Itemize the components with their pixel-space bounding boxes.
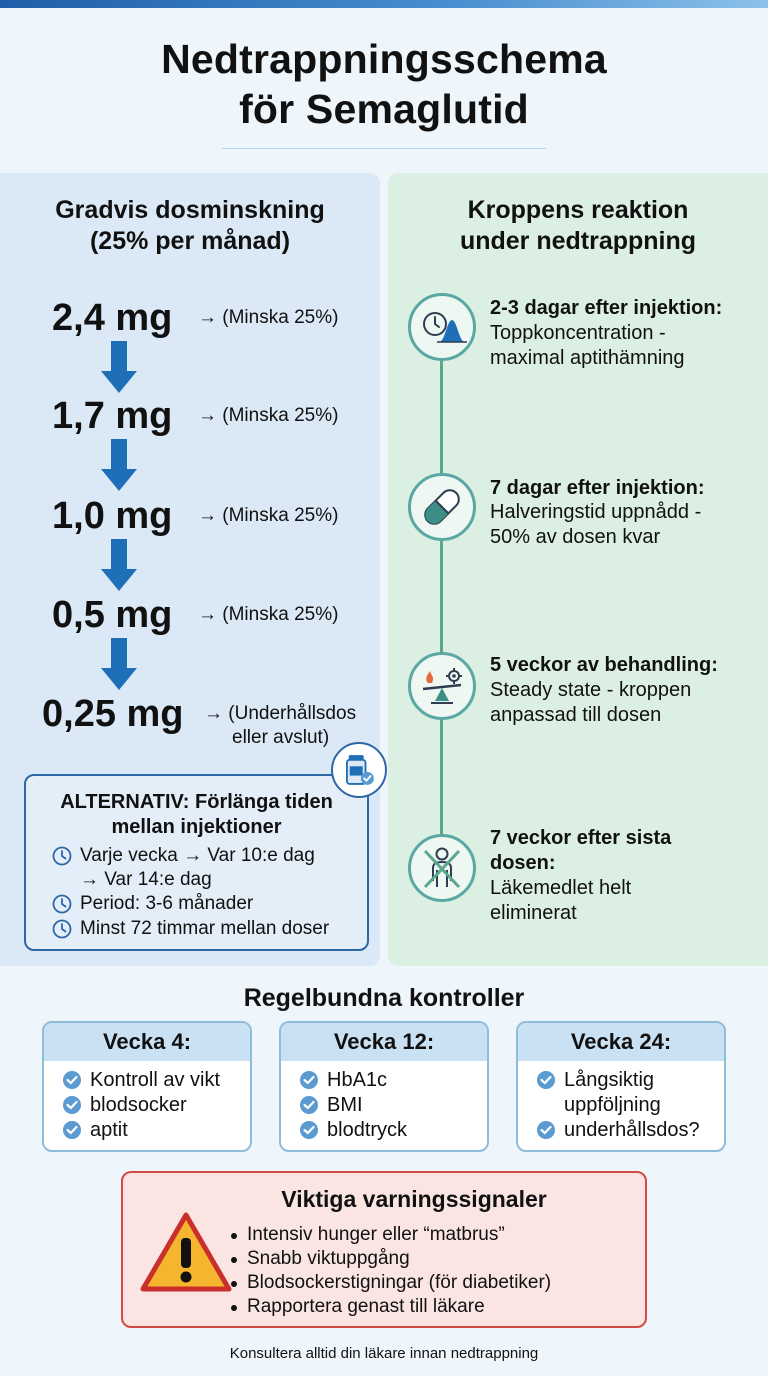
clock-icon bbox=[52, 894, 72, 914]
body-reaction-heading-line2: under nedtrappning bbox=[459, 227, 697, 255]
alternative-item: Varje vecka → Var 10:e dag bbox=[80, 845, 315, 866]
dose-value: 0,25 mg bbox=[42, 693, 184, 735]
checkup-card-title: Vecka 4: bbox=[44, 1023, 250, 1061]
check-circle-icon bbox=[299, 1070, 319, 1090]
timeline-step-text: anpassad till dosen bbox=[490, 704, 662, 726]
dose-reduction-heading-line2: (25% per månad) bbox=[89, 227, 291, 255]
timeline-step-title: 5 veckor av behandling: bbox=[490, 654, 718, 676]
bullet bbox=[231, 1257, 237, 1263]
timeline-step-text: Steady state - kroppen bbox=[490, 679, 692, 701]
bullet bbox=[231, 1305, 237, 1311]
timeline-step-text: maximal aptithämning bbox=[490, 347, 685, 369]
checkup-card bbox=[516, 1021, 726, 1152]
checkup-card bbox=[279, 1021, 489, 1152]
dose-reduction-heading-line1: Gradvis dosminskning bbox=[55, 196, 325, 224]
check-circle-icon bbox=[299, 1120, 319, 1140]
timeline-step-title: 2-3 dagar efter injektion: bbox=[490, 297, 723, 319]
page-title bbox=[0, 34, 768, 134]
dose-reduction-heading bbox=[0, 195, 380, 257]
alternative-title-line1: ALTERNATIV: Förlänga tiden bbox=[60, 791, 333, 813]
warning-box bbox=[121, 1171, 647, 1328]
dose-note: → (Minska 25%) bbox=[198, 405, 339, 426]
warning-item: Rapportera genast till läkare bbox=[247, 1296, 485, 1317]
dose-step bbox=[0, 689, 380, 748]
checkups-heading: Regelbundna kontroller bbox=[243, 984, 525, 1012]
warning-item: Blodsockerstigningar (för diabetiker) bbox=[247, 1272, 552, 1293]
timeline-line bbox=[440, 353, 443, 863]
vial-icon bbox=[331, 742, 387, 798]
alternative-item: Period: 3-6 månader bbox=[80, 893, 254, 914]
clock-icon bbox=[52, 919, 72, 939]
body-reaction-heading-line1: Kroppens reaktion bbox=[467, 196, 689, 224]
dose-note: → (Underhållsdos bbox=[204, 703, 357, 724]
dose-note-continued: eller avslut) bbox=[232, 727, 330, 748]
body-reaction-heading bbox=[388, 195, 768, 257]
timeline-step-title-continued: dosen: bbox=[490, 852, 556, 874]
dose-value: 1,7 mg bbox=[52, 395, 173, 437]
clock-peak-icon bbox=[408, 293, 476, 361]
timeline-step-text: 50% av dosen kvar bbox=[490, 526, 661, 548]
dose-value: 0,5 mg bbox=[52, 594, 173, 636]
check-circle-icon bbox=[536, 1070, 556, 1090]
checkup-item: aptit bbox=[90, 1119, 128, 1141]
alternative-title-line2: mellan injektioner bbox=[111, 816, 282, 838]
checkup-item: Långsiktig bbox=[564, 1069, 655, 1091]
dose-value: 2,4 mg bbox=[52, 297, 173, 339]
warning-item: Snabb viktuppgång bbox=[247, 1248, 410, 1269]
timeline-step-text: Läkemedlet helt bbox=[490, 877, 632, 899]
check-circle-icon bbox=[536, 1120, 556, 1140]
dose-note: → (Minska 25%) bbox=[198, 307, 339, 328]
bullet bbox=[231, 1281, 237, 1287]
page-title-line1: Nedtrappningsschema bbox=[161, 36, 607, 82]
check-circle-icon bbox=[62, 1120, 82, 1140]
alternative-item: Minst 72 timmar mellan doser bbox=[80, 918, 330, 939]
checkup-card-title: Vecka 24: bbox=[518, 1023, 724, 1061]
timeline-step-text: Toppkoncentration - bbox=[490, 322, 666, 344]
dose-step bbox=[0, 590, 380, 640]
checkup-item: underhållsdos? bbox=[564, 1119, 700, 1141]
warning-title: Viktiga varningssignaler bbox=[281, 1186, 547, 1212]
timeline-step-title: 7 dagar efter injektion: bbox=[490, 477, 705, 499]
check-circle-icon bbox=[62, 1095, 82, 1115]
checkup-item: blodtryck bbox=[327, 1119, 408, 1141]
dose-step bbox=[0, 391, 380, 441]
footer-note: Konsultera alltid din läkare innan nedtrappning bbox=[229, 1345, 539, 1362]
checkup-item-continued: uppföljning bbox=[564, 1094, 661, 1116]
checkup-item: Kontroll av vikt bbox=[90, 1069, 221, 1091]
alternative-item-continued: → Var 14:e dag bbox=[80, 869, 212, 890]
checkup-item: BMI bbox=[327, 1094, 363, 1116]
dose-step bbox=[0, 491, 380, 541]
clock-icon bbox=[52, 846, 72, 866]
body-reaction-panel bbox=[388, 173, 768, 966]
checkup-item: HbA1c bbox=[327, 1069, 388, 1091]
arrow-down-icon bbox=[101, 341, 137, 393]
dose-value: 1,0 mg bbox=[52, 495, 173, 537]
dose-step bbox=[0, 293, 380, 343]
checkup-card bbox=[42, 1021, 252, 1152]
checkup-card-title: Vecka 12: bbox=[281, 1023, 487, 1061]
dose-note: → (Minska 25%) bbox=[198, 604, 339, 625]
warning-triangle-icon bbox=[140, 1211, 232, 1293]
alternative-title bbox=[26, 790, 367, 840]
capsule-icon bbox=[408, 473, 476, 541]
alternative-box bbox=[24, 774, 369, 951]
timeline-step-text: Halveringstid uppnådd - bbox=[490, 501, 702, 523]
arrow-down-icon bbox=[101, 539, 137, 591]
check-circle-icon bbox=[299, 1095, 319, 1115]
page-title-line2: för Semaglutid bbox=[239, 86, 529, 132]
arrow-down-icon bbox=[101, 439, 137, 491]
dose-note: → (Minska 25%) bbox=[198, 505, 339, 526]
bullet bbox=[231, 1233, 237, 1239]
warning-item: Intensiv hunger eller “matbrus” bbox=[247, 1224, 505, 1245]
top-accent-bar bbox=[0, 0, 768, 8]
balance-scale-icon bbox=[408, 652, 476, 720]
timeline-step-title: 7 veckor efter sista bbox=[490, 827, 672, 849]
person-crossed-icon bbox=[408, 834, 476, 902]
check-circle-icon bbox=[62, 1070, 82, 1090]
title-divider bbox=[222, 148, 546, 149]
timeline-step-text: eliminerat bbox=[490, 902, 577, 924]
checkup-item: blodsocker bbox=[90, 1094, 187, 1116]
arrow-down-icon bbox=[101, 638, 137, 690]
